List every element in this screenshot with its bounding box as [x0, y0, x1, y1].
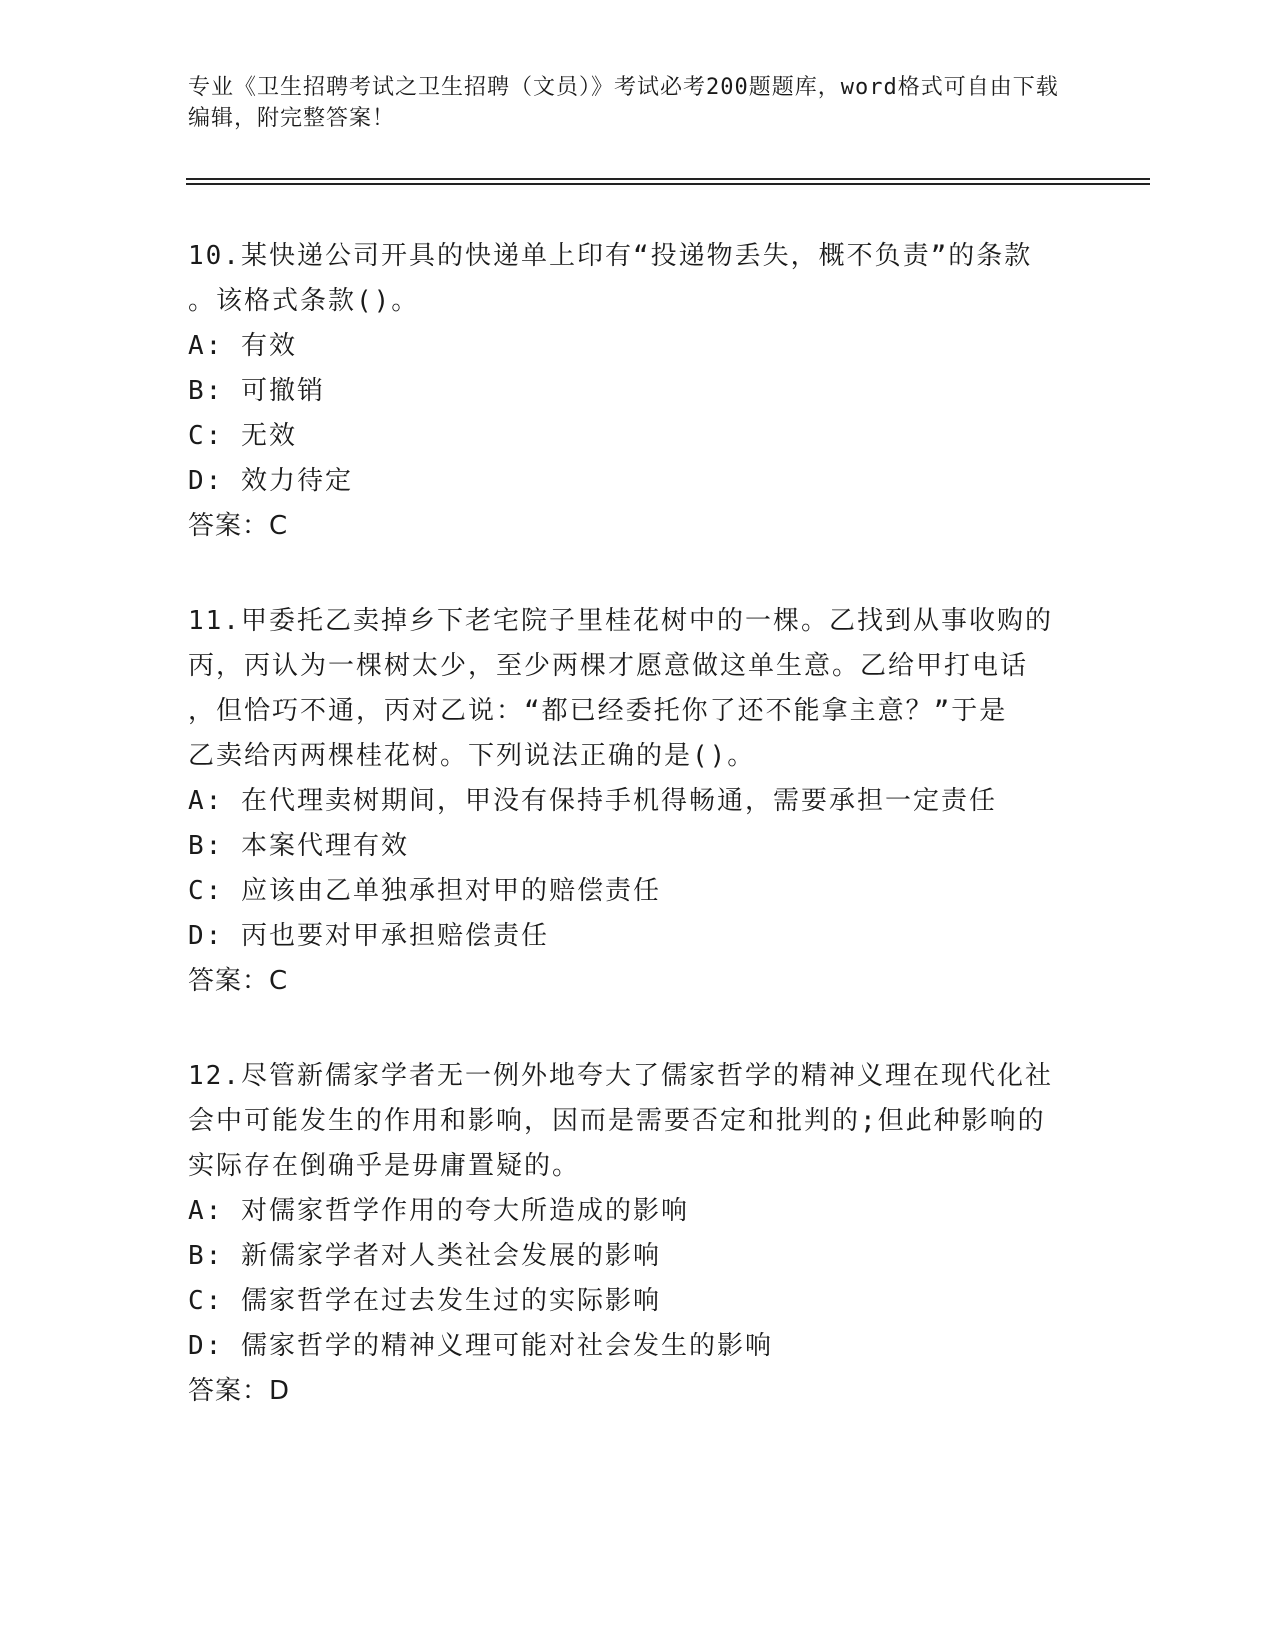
- answer: 答案：C: [188, 511, 289, 541]
- option-c: C: 儒家哲学在过去发生过的实际影响: [188, 1286, 661, 1316]
- question-stem-line: 12.尽管新儒家学者无一例外地夸大了儒家哲学的精神义理在现代化社: [188, 1061, 1053, 1091]
- option-b: B: 新儒家学者对人类社会发展的影响: [188, 1241, 661, 1271]
- question-stem-line: 10.某快递公司开具的快递单上印有“投递物丢失，概不负责”的条款: [188, 241, 1033, 271]
- intro-text: 专业《卫生招聘考试之卫生招聘（文员）》考试必考200题题库，word格式可自由下载编辑，附完整答案！: [188, 75, 1059, 131]
- option-a: A: 有效: [188, 331, 297, 361]
- question-12: [188, 1054, 1088, 1414]
- question-10: [188, 234, 1088, 549]
- question-11: [188, 599, 1088, 1004]
- option-d: D: 儒家哲学的精神义理可能对社会发生的影响: [188, 1331, 773, 1361]
- header-divider-top: [186, 178, 1150, 180]
- answer: 答案：C: [188, 966, 289, 996]
- option-d: D: 丙也要对甲承担赔偿责任: [188, 921, 549, 951]
- question-stem-line: 会中可能发生的作用和影响，因而是需要否定和批判的;但此种影响的: [188, 1106, 1046, 1136]
- option-d: D: 效力待定: [188, 466, 353, 496]
- option-b: B: 本案代理有效: [188, 831, 409, 861]
- question-stem-line: 丙，丙认为一棵树太少，至少两棵才愿意做这单生意。乙给甲打电话: [188, 651, 1029, 681]
- option-c: C: 应该由乙单独承担对甲的赔偿责任: [188, 876, 661, 906]
- option-a: A: 在代理卖树期间，甲没有保持手机得畅通，需要承担一定责任: [188, 786, 997, 816]
- question-stem-line: 11.甲委托乙卖掉乡下老宅院子里桂花树中的一棵。乙找到从事收购的: [188, 606, 1053, 636]
- option-b: B: 可撤销: [188, 376, 325, 406]
- question-stem-line: ，但恰巧不通，丙对乙说：“都已经委托你了还不能拿主意？”于是: [188, 696, 1008, 726]
- header-divider-bottom: [186, 183, 1150, 185]
- option-a: A: 对儒家哲学作用的夸大所造成的影响: [188, 1196, 689, 1226]
- question-stem-line: 乙卖给丙两棵桂花树。下列说法正确的是()。: [188, 741, 756, 771]
- question-stem-line: 。该格式条款()。: [188, 286, 420, 316]
- answer: 答案：D: [188, 1376, 291, 1406]
- question-stem-line: 实际存在倒确乎是毋庸置疑的。: [188, 1151, 581, 1181]
- option-c: C: 无效: [188, 421, 297, 451]
- document-intro: [188, 72, 1068, 134]
